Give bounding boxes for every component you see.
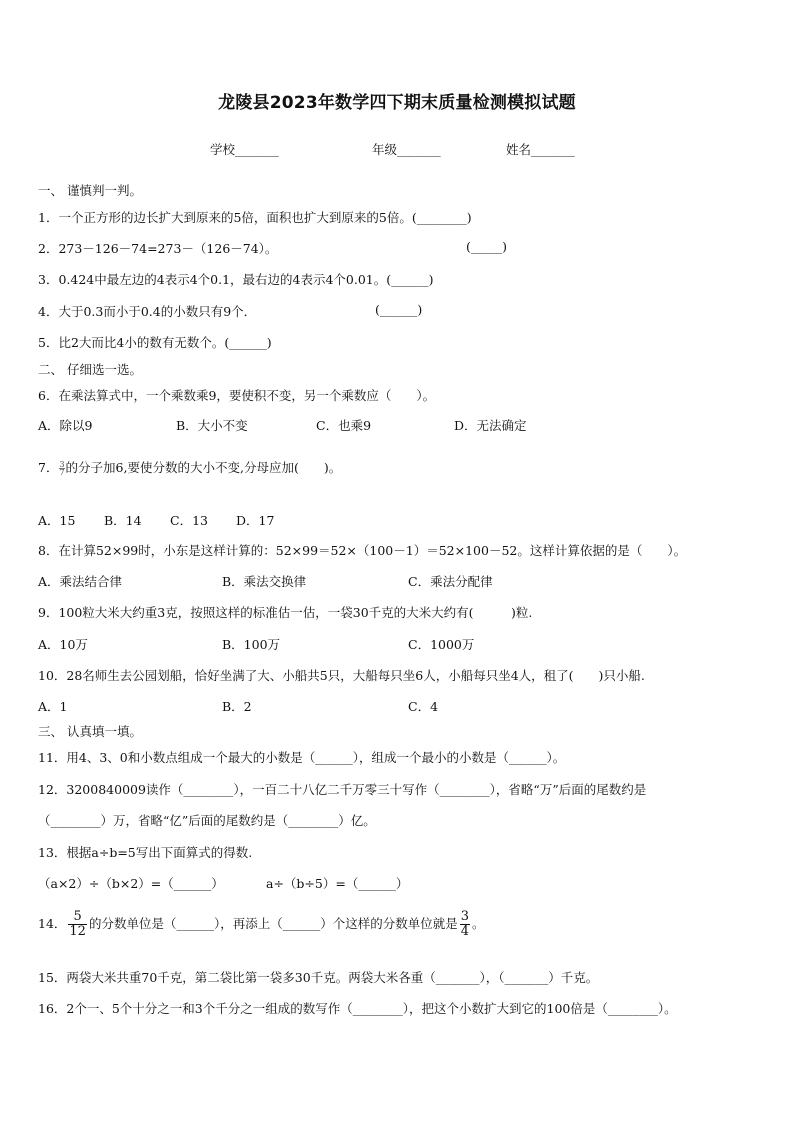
question-9: 9．100粒大米大约重3克，按照这样的标准估一估，一袋30千克的大米大约有( )粒. [38, 605, 533, 620]
question-1: 1．一个正方形的边长扩大到原来的5倍，面积也扩大到原来的5倍。(________) [38, 210, 472, 225]
q6-option-c: C．也乘9 [316, 418, 372, 433]
q7-option-d: D．17 [236, 513, 275, 528]
q13-expression-a: （a×2）÷（b×2）=（______） [38, 876, 224, 891]
q14-fraction-2-denominator: 4 [460, 924, 469, 939]
school-field: 学校_______ [210, 142, 279, 157]
question-11: 11．用4、3、0和小数点组成一个最大的小数是（______），组成一个最小的小数是（______）。 [38, 750, 566, 765]
question-4-blank: (______) [375, 302, 423, 317]
q10-option-a: A．1 [38, 699, 68, 714]
q14-fraction-1 [68, 910, 87, 939]
q7-option-a: A．15 [38, 513, 76, 528]
q6-option-a: A．除以9 [38, 418, 93, 433]
question-14 [38, 910, 485, 939]
question-15: 15．两袋大米共重70千克，第二袋比第一袋多30千克。两袋大米各重（_______），（_______）千克。 [38, 970, 599, 985]
question-2: 2．273－126－74=273－（126－74）。 [38, 241, 278, 256]
q7-fraction-numerator: 3 [59, 460, 65, 469]
q7-fraction [59, 461, 64, 476]
q9-option-b: B．100万 [222, 637, 281, 652]
q7-option-c: C．13 [170, 513, 208, 528]
question-12: 12．3200840009读作（________），一百二十八亿二千万零三十写作（________），省略“万”后面的尾数约是 [38, 782, 647, 797]
q14-fraction-1-numerator: 5 [68, 910, 87, 925]
q13-expression-b: a÷（b÷5）=（______） [266, 876, 409, 891]
name-field: 姓名_______ [506, 142, 575, 157]
question-12-continued: （________）万，省略“亿”后面的尾数约是（________）亿。 [38, 813, 376, 828]
section-1-title: 一、 谨慎判一判。 [38, 183, 142, 198]
section-3-title: 三、 认真填一填。 [38, 724, 142, 739]
q7-text: 的分子加6,要使分数的大小不变,分母应加( )。 [65, 460, 342, 475]
question-4: 4．大于0.3而小于0.4的小数只有9个． [38, 304, 257, 319]
q9-option-c: C．1000万 [408, 637, 475, 652]
question-7 [38, 458, 341, 476]
question-16: 16．2个一、5个十分之一和3个千分之一组成的数写作（________），把这个小数扩大到它的100倍是（________）。 [38, 1001, 677, 1016]
q6-option-d: D．无法确定 [454, 418, 527, 433]
question-2-blank: (_____) [466, 239, 508, 254]
page-title: 龙陵县2023年数学四下期末质量检测模拟试题 [218, 93, 576, 113]
q14-end: 。 [472, 916, 485, 931]
q10-option-c: C．4 [408, 699, 439, 714]
q14-text: 的分数单位是（______），再添上（______）个这样的分数单位就是 [88, 916, 458, 931]
q9-option-a: A．10万 [38, 637, 88, 652]
q7-fraction-denominator: 7 [59, 468, 65, 477]
question-5: 5．比2大而比4小的数有无数个。(______) [38, 335, 272, 350]
q7-option-b: B．14 [104, 513, 142, 528]
q14-number: 14． [38, 916, 67, 931]
q8-option-c: C．乘法分配律 [408, 574, 493, 589]
question-6: 6．在乘法算式中，一个乘数乘9，要使积不变，另一个乘数应（ ）。 [38, 388, 436, 403]
q7-number: 7． [38, 460, 59, 475]
q14-fraction-2-numerator: 3 [460, 909, 469, 924]
section-2-title: 二、 仔细选一选。 [38, 362, 142, 377]
question-13: 13．根据a÷b=5写出下面算式的得数. [38, 845, 253, 860]
q6-option-b: B．大小不变 [176, 418, 248, 433]
q8-option-b: B．乘法交换律 [222, 574, 307, 589]
question-3: 3．0.424中最左边的4表示4个0.1，最右边的4表示4个0.01。(______) [38, 272, 434, 287]
question-8: 8．在计算52×99时，小东是这样计算的：52×99＝52×（100－1）＝52×100－52。这样计算依据的是（ ）。 [38, 543, 687, 558]
q14-fraction-2 [460, 910, 470, 939]
q8-option-a: A．乘法结合律 [38, 574, 123, 589]
question-10: 10．28名师生去公园划船，恰好坐满了大、小船共5只，大船每只坐6人，小船每只坐4人，租了( )只小船. [38, 668, 645, 683]
q10-option-b: B．2 [222, 699, 252, 714]
grade-field: 年级_______ [372, 142, 441, 157]
q14-fraction-1-denominator: 12 [69, 924, 86, 939]
